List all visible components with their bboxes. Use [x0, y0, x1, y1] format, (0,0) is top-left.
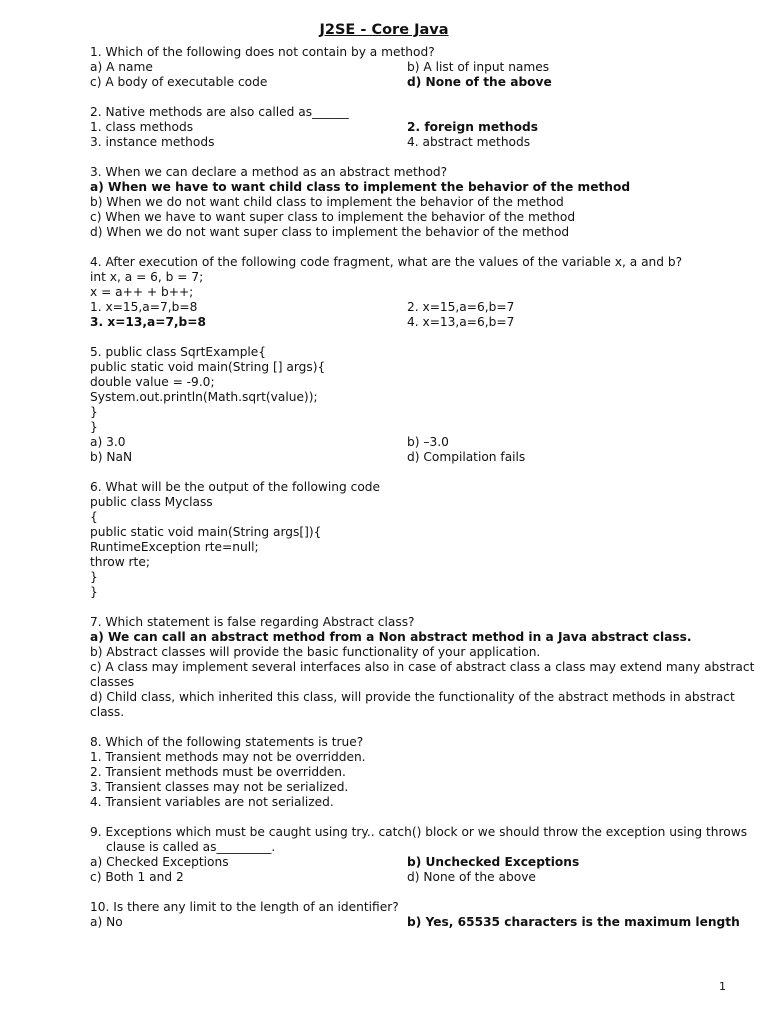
question-text: 2. Native methods are also called as______ — [90, 105, 349, 119]
question-7 — [90, 615, 759, 720]
question-8 — [90, 735, 755, 810]
question-9 — [90, 825, 755, 885]
option-a: a) Checked Exceptions — [90, 855, 229, 869]
option-b: b) Abstract classes will provide the basic functionality of your application. — [90, 645, 541, 659]
option-b-answer: b) Unchecked Exceptions — [407, 855, 580, 869]
option-3: 3. instance methods — [90, 135, 215, 149]
options-row — [90, 435, 755, 450]
question-text: 9. Exceptions which must be caught using try.. catch() block or we should throw the exception using throws clause is called as_________. — [90, 825, 751, 854]
options-row — [90, 60, 755, 75]
option-a: a) A name — [90, 60, 153, 74]
option-b-answer: b) Yes, 65535 characters is the maximum length — [407, 915, 740, 929]
code-line: 5. public class SqrtExample{ — [90, 345, 267, 359]
question-1 — [90, 45, 755, 90]
page-number: 1 — [719, 980, 726, 993]
option-2-answer: 2. foreign methods — [407, 120, 538, 134]
question-text: 8. Which of the following statements is true? — [90, 735, 364, 749]
option-1: 1. class methods — [90, 120, 194, 134]
options-row — [90, 915, 755, 930]
option-1: 1. Transient methods may not be overridden. — [90, 750, 366, 764]
option-a-answer: a) When we have to want child class to implement the behavior of the method — [90, 180, 631, 194]
question-5 — [90, 345, 755, 465]
code-line: } — [90, 405, 98, 419]
options-row — [90, 120, 755, 135]
option-b: b) A list of input names — [407, 60, 550, 74]
option-4: 4. x=13,a=6,b=7 — [407, 315, 515, 329]
code-line: RuntimeException rte=null; — [90, 540, 259, 554]
option-d-answer: d) None of the above — [407, 75, 552, 89]
options-row — [90, 135, 755, 150]
option-b: b) –3.0 — [407, 435, 449, 449]
options-row — [90, 450, 755, 465]
question-text: 3. When we can declare a method as an abstract method? — [90, 165, 448, 179]
option-4: 4. abstract methods — [407, 135, 531, 149]
code-line: public static void main(String [] args){ — [90, 360, 326, 374]
code-line: public class Myclass — [90, 495, 213, 509]
option-3: 3. Transient classes may not be serialized. — [90, 780, 349, 794]
options-row — [90, 870, 755, 885]
question-text: 4. After execution of the following code fragment, what are the values of the variable x, a and b? — [90, 255, 683, 269]
options-row — [90, 75, 755, 90]
page-title: J2SE - Core Java — [319, 22, 449, 38]
code-line: double value = -9.0; — [90, 375, 215, 389]
question-10 — [90, 900, 755, 930]
code-line: public static void main(String args[]){ — [90, 525, 322, 539]
options-row — [90, 315, 755, 330]
option-d: d) None of the above — [407, 870, 536, 884]
options-row — [90, 300, 755, 315]
option-c: c) When we have to want super class to implement the behavior of the method — [90, 210, 576, 224]
option-d: d) Child class, which inherited this class, will provide the functionality of the abstract methods in abstract class. — [90, 690, 739, 719]
question-text: 7. Which statement is false regarding Abstract class? — [90, 615, 415, 629]
question-3 — [90, 165, 755, 240]
option-a: a) 3.0 — [90, 435, 126, 449]
question-text: 6. What will be the output of the following code — [90, 480, 381, 494]
option-d: d) When we do not want super class to implement the behavior of the method — [90, 225, 570, 239]
question-4 — [90, 255, 755, 330]
option-4: 4. Transient variables are not serialized. — [90, 795, 334, 809]
option-1: 1. x=15,a=7,b=8 — [90, 300, 198, 314]
option-c: c) A class may implement several interfaces also in case of abstract class a class may extend many abstract classes — [90, 660, 759, 689]
code-line: } — [90, 570, 98, 584]
code-line: System.out.println(Math.sqrt(value)); — [90, 390, 318, 404]
option-3-answer: 3. x=13,a=7,b=8 — [90, 315, 206, 329]
code-line: throw rte; — [90, 555, 150, 569]
code-line: x = a++ + b++; — [90, 285, 194, 299]
question-2 — [90, 105, 755, 150]
option-d: d) Compilation fails — [407, 450, 526, 464]
quiz-content — [90, 45, 759, 945]
code-line: } — [90, 420, 98, 434]
option-b: b) When we do not want child class to implement the behavior of the method — [90, 195, 564, 209]
code-line: int x, a = 6, b = 7; — [90, 270, 204, 284]
option-2: 2. Transient methods must be overridden. — [90, 765, 346, 779]
question-text: 1. Which of the following does not contain by a method? — [90, 45, 435, 59]
code-line: { — [90, 510, 98, 524]
option-a: a) No — [90, 915, 123, 929]
question-6 — [90, 480, 755, 600]
question-text: 10. Is there any limit to the length of an identifier? — [90, 900, 399, 914]
option-c: c) A body of executable code — [90, 75, 268, 89]
option-a-answer: a) We can call an abstract method from a Non abstract method in a Java abstract class. — [90, 630, 692, 644]
options-row — [90, 855, 755, 870]
option-c: b) NaN — [90, 450, 133, 464]
code-line: } — [90, 585, 98, 599]
option-c: c) Both 1 and 2 — [90, 870, 184, 884]
option-2: 2. x=15,a=6,b=7 — [407, 300, 515, 314]
